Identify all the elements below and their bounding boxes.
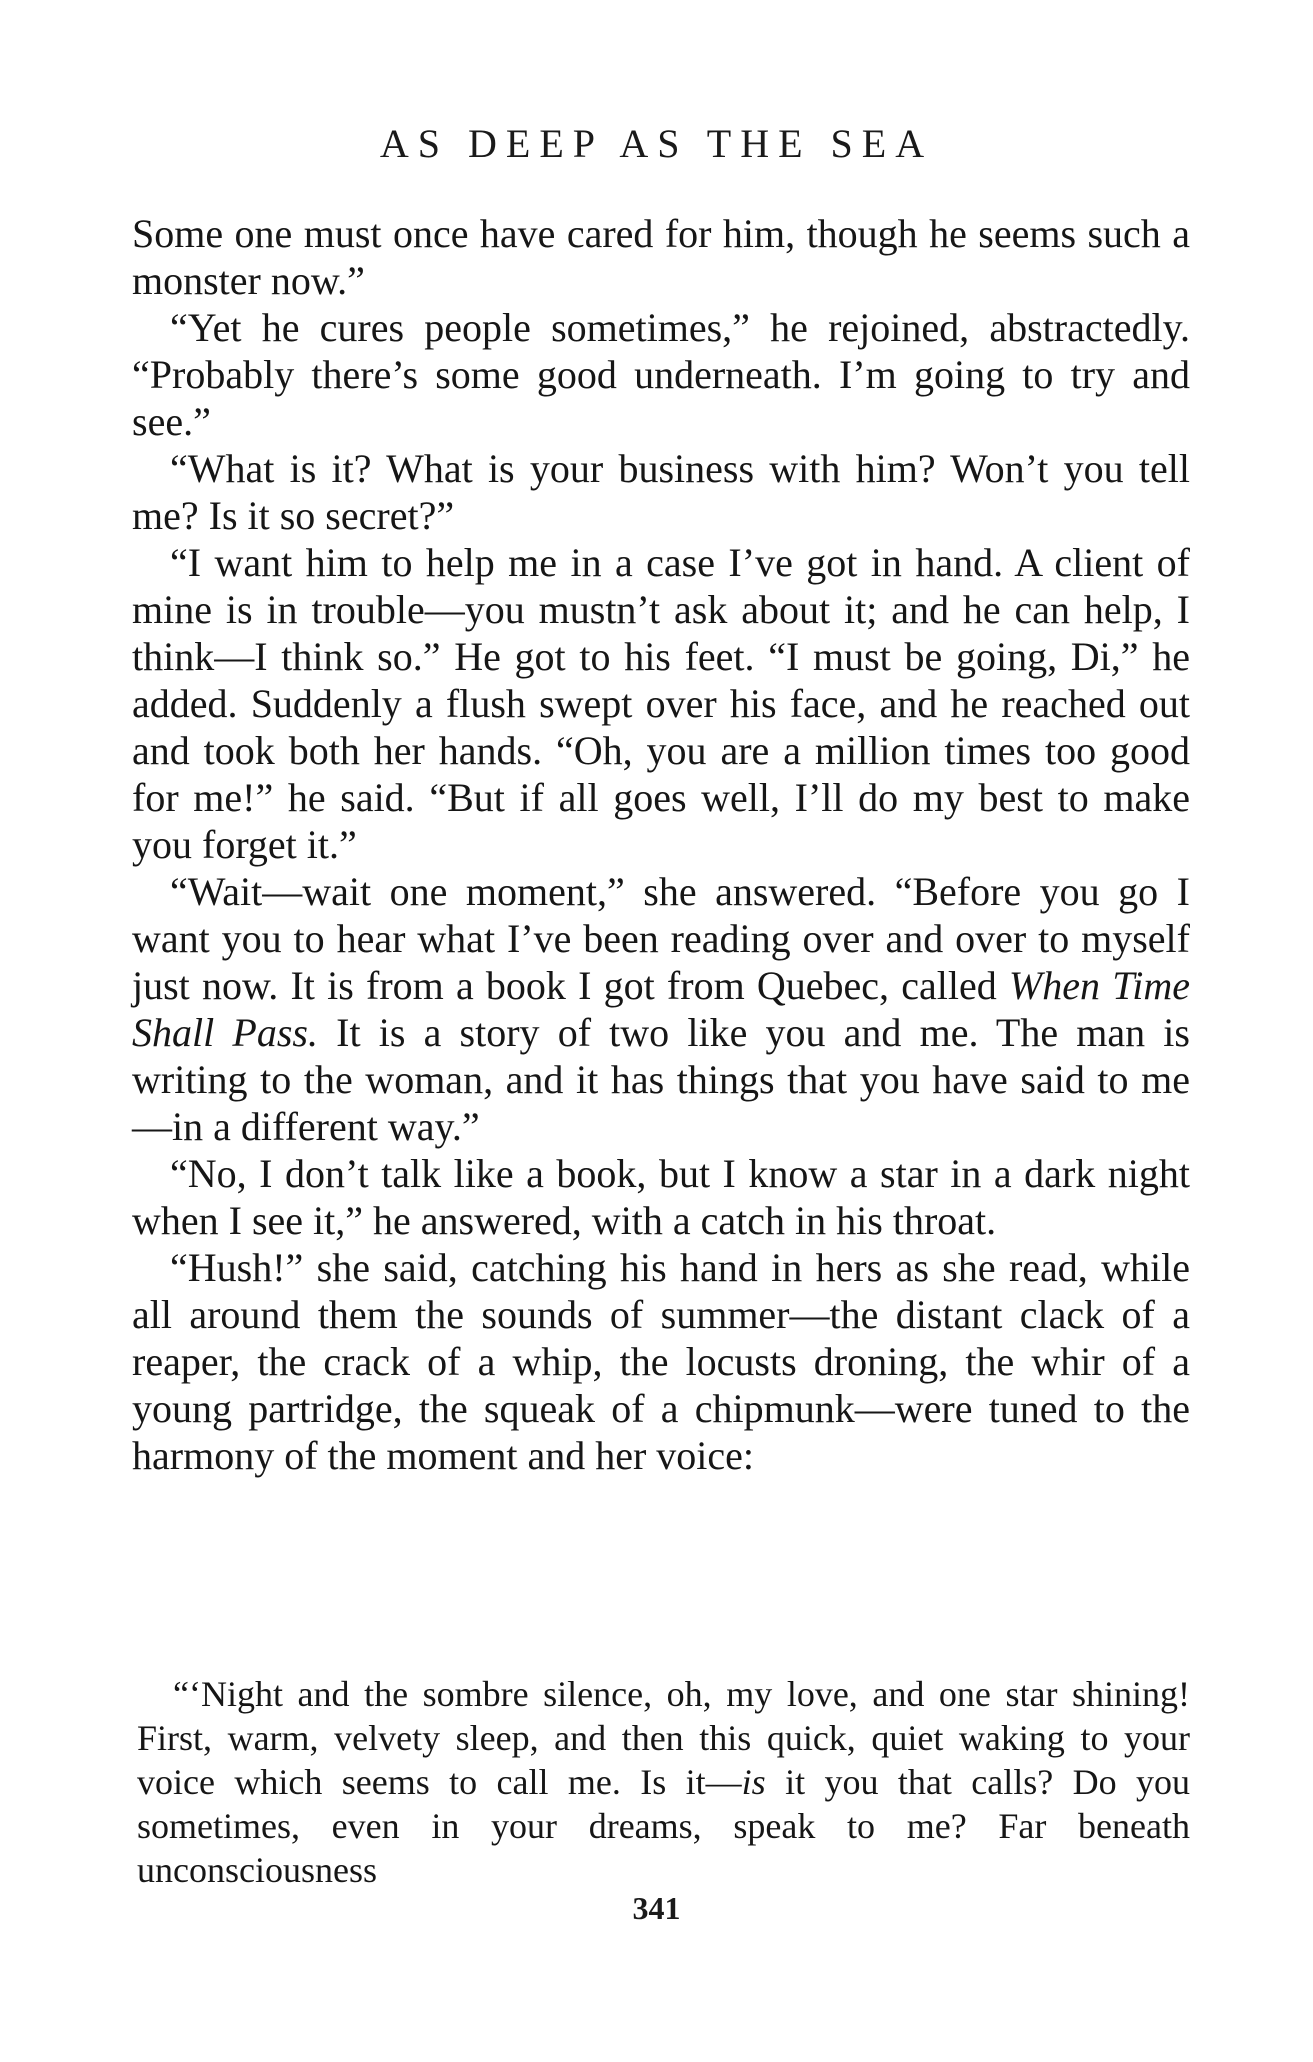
paragraph-2: “Yet he cures people sometimes,” he rejoined, abstractedly. “Probably there’s some good underneath. I’m going to try and see.”	[132, 305, 1190, 444]
quote-emphasis: is	[741, 1762, 766, 1802]
paragraph-4: “I want him to help me in a case I’ve got in hand. A client of mine is in trouble—you mustn’t ask about it; and he can help, I think—I think so.” He got to his feet. “I must be going, Di,” he added. Suddenly a flush swept over his face, and he reached out and took both her hands. “Oh, you are a million times too good for me!” he said. “But if all goes well, I’ll do my best to make you forget it.”	[132, 540, 1190, 867]
running-head: AS DEEP AS THE SEA	[379, 121, 934, 166]
book-title: When Time Shall Pass.	[132, 963, 1190, 1055]
page-number: 341	[632, 1890, 681, 1926]
paragraph-7: “Hush!” she said, catching his hand in hers as she read, while all around them the sounds of summer—the distant clack of a reaper, the crack of a whip, the locusts droning, the whir of a young partridge, the squeak of a chipmunk—were tuned to the harmony of the moment and her voice:	[132, 1245, 1190, 1478]
quote-end: it you that calls? Do you sometimes, even in your dreams, speak to me? Far beneath unconsciousness	[137, 1762, 1190, 1890]
paragraph-3: “What is it? What is your business with him? Won’t you tell me? Is it so secret?”	[132, 446, 1190, 538]
paragraph-5-end: It is a story of two like you and me. The man is writing to the woman, and it has things that you have said to me —in a different way.”	[132, 1010, 1190, 1149]
paragraph-6: “No, I don’t talk like a book, but I know a star in a dark night when I see it,” he answered, with a catch in his throat.	[132, 1151, 1190, 1243]
quoted-letter-paragraph	[137, 1672, 1190, 1892]
body-text	[132, 210, 1190, 1479]
paragraph-1: Some one must once have cared for him, though he seems such a monster now.”	[132, 211, 1190, 303]
paragraph-5-start: “Wait—wait one moment,” she answered. “Before you go I want you to hear what I’ve been reading over and over to myself just now. It is from a book I got from Quebec, called	[132, 869, 1190, 1008]
quote-start: “‘Night and the sombre silence, oh, my love, and one star shining! First, warm, velvety sleep, and then this quick, quiet waking to your voice which seems to call me. Is it—	[137, 1674, 1190, 1802]
paragraph-5	[132, 868, 1190, 1150]
quoted-letter	[137, 1672, 1190, 1892]
